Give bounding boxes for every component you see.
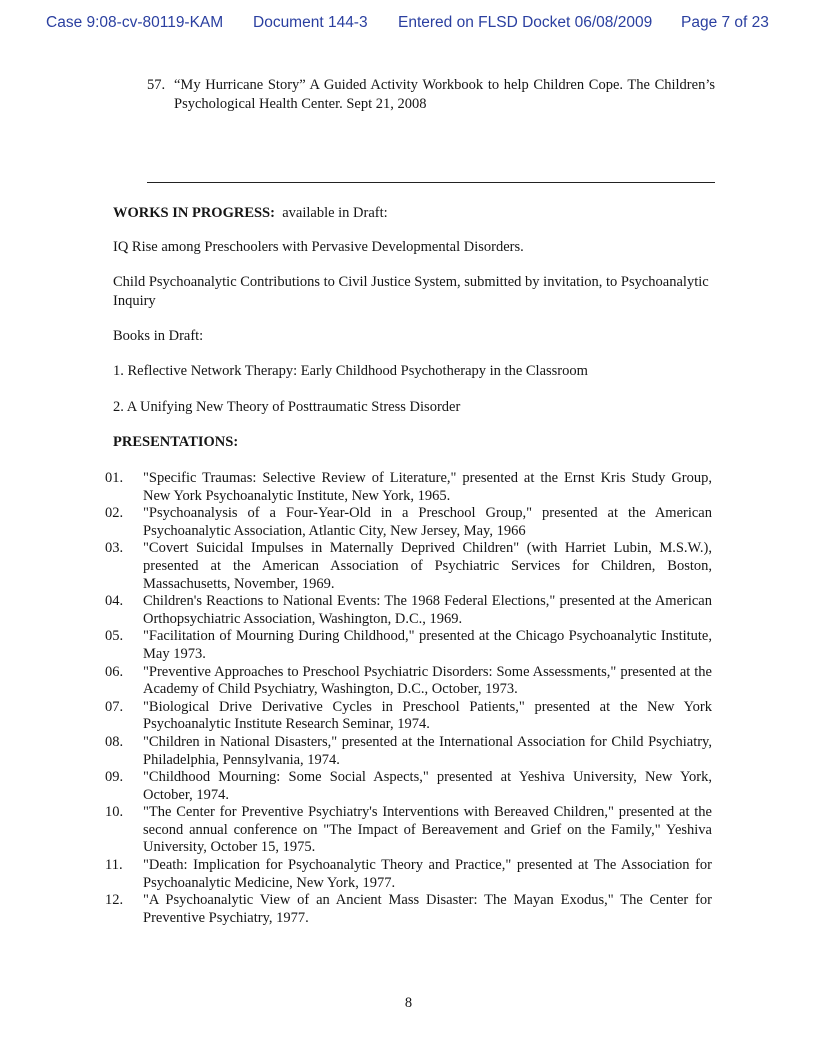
item-number: 10.	[105, 804, 124, 821]
item-text: "Death: Implication for Psychoanalytic Theory and Practice," presented at The Association for Psychoanalytic Medicine, New York, 1977.	[143, 857, 712, 891]
work-item-1: IQ Rise among Preschoolers with Pervasive Developmental Disorders.	[113, 239, 524, 255]
item-number: 06.	[105, 663, 124, 680]
page-of-total: Page 7 of 23	[681, 14, 769, 31]
item-number: 01.	[105, 470, 124, 486]
list-item	[105, 699, 712, 734]
item-text: "The Center for Preventive Psychiatry's Interventions with Bereaved Children," presented at the second annual conference on "The Impact of Bereavement and Grief on the Family," Yeshiva University, October 15, 1975.	[143, 804, 712, 856]
docket-entry: Entered on FLSD Docket 06/08/2009	[398, 14, 653, 31]
item-number: 02.	[105, 505, 124, 522]
item-text: "Facilitation of Mourning During Childhood," presented at the Chicago Psychoanalytic Institute, May 1973.	[143, 628, 712, 662]
item-number: 09.	[105, 769, 124, 786]
list-item	[105, 628, 712, 663]
works-in-progress-heading	[113, 204, 388, 223]
page-number: 8	[404, 995, 413, 1011]
item-text: “My Hurricane Story” A Guided Activity Workbook to help Children Cope. The Children’s Psychological Health Center. Sept 21, 2008	[174, 77, 715, 112]
list-item	[105, 540, 712, 593]
works-heading-rest: available in Draft:	[282, 205, 388, 221]
works-heading-label: WORKS IN PROGRESS:	[113, 205, 275, 221]
item-text: "Children in National Disasters," presented at the International Association for Child Psychiatry, Philadelphia, Pennsylvania, 1974.	[143, 733, 712, 768]
list-item	[105, 470, 712, 505]
section-divider	[147, 182, 715, 183]
presentations-heading: PRESENTATIONS:	[113, 434, 239, 450]
item-number: 11.	[105, 857, 123, 874]
item-number: 04.	[105, 593, 124, 610]
case-number: Case 9:08-cv-80119-KAM	[46, 14, 224, 31]
list-item	[105, 505, 712, 540]
item-text: "Psychoanalysis of a Four-Year-Old in a Preschool Group," presented at the American Psychoanalytic Association, Atlantic City, New Jersey, May, 1966	[143, 505, 712, 539]
item-number: 03.	[105, 540, 124, 557]
list-item	[105, 804, 712, 857]
item-number: 07.	[105, 698, 124, 715]
books-label: Books in Draft:	[113, 328, 204, 344]
item-text: "Biological Drive Derivative Cycles in Preschool Patients," presented at the New York Psychoanalytic Institute Research Seminar, 1974.	[143, 698, 712, 733]
item-number: 05.	[105, 628, 124, 645]
item-text: "Preventive Approaches to Preschool Psychiatric Disorders: Some Assessments," presented at the Academy of Child Psychiatry, Washington, D.C., October, 1973.	[143, 663, 712, 698]
book-1: 1. Reflective Network Therapy: Early Childhood Psychotherapy in the Classroom	[113, 363, 588, 379]
item-number: 08.	[105, 733, 124, 750]
list-item	[105, 892, 712, 927]
presentations-list	[105, 470, 712, 927]
item-text: "Specific Traumas: Selective Review of Literature," presented at the Ernst Kris Study Group, New York Psychoanalytic Institute, New York, 1965.	[143, 470, 712, 504]
item-text: "A Psychoanalytic View of an Ancient Mass Disaster: The Mayan Exodus," The Center for Preventive Psychiatry, 1977.	[143, 892, 712, 926]
publication-item-57	[147, 76, 715, 114]
item-text: Children's Reactions to National Events: The 1968 Federal Elections," presented at the American Orthopsychiatric Association, Washington, D.C., 1969.	[143, 593, 712, 627]
book-2: 2. A Unifying New Theory of Posttraumatic Stress Disorder	[113, 399, 461, 415]
list-item	[105, 734, 712, 769]
list-item	[105, 769, 712, 804]
item-text: "Childhood Mourning: Some Social Aspects," presented at Yeshiva University, New York, October, 1974.	[143, 769, 712, 803]
item-text: "Covert Suicidal Impulses in Maternally Deprived Children" (with Harriet Lubin, M.S.W.), presented at the American Association of Psychiatric Services for Children, Boston, Massachusetts, November, 1969.	[143, 540, 712, 592]
list-item	[105, 857, 712, 892]
item-number: 57.	[147, 77, 166, 93]
list-item	[105, 664, 712, 699]
work-item-2: Child Psychoanalytic Contributions to Civil Justice System, submitted by invitation, to Psychoanalytic Inquiry	[113, 274, 709, 309]
list-item	[105, 593, 712, 628]
document-number: Document 144-3	[253, 14, 368, 31]
item-number: 12.	[105, 892, 124, 909]
